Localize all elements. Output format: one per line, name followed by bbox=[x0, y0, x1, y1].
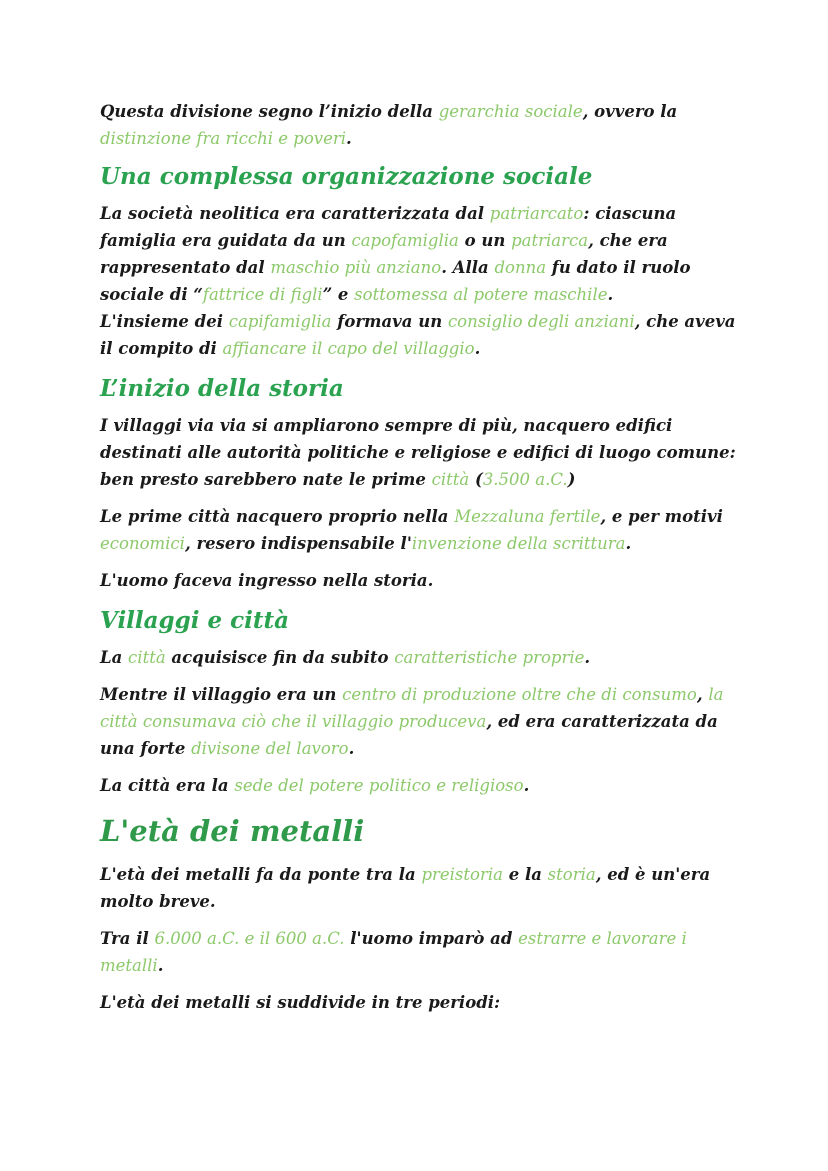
text-segment: , ed è un'era molto breve. bbox=[100, 865, 711, 911]
text-segment: . bbox=[607, 285, 614, 304]
text-segment: acquisisce fin da subito bbox=[165, 648, 395, 667]
paragraph bbox=[100, 98, 740, 152]
highlighted-term: Mezzaluna fertile bbox=[454, 507, 601, 526]
section-heading: Villaggi e città bbox=[100, 607, 289, 634]
highlighted-term: centro di produzione oltre che di consumo bbox=[342, 685, 697, 704]
text-segment: La bbox=[100, 648, 129, 667]
text-segment: Questa divisione segno l’inizio della bbox=[100, 102, 439, 121]
paragraph bbox=[100, 412, 740, 493]
chapter-heading: L'età dei metalli bbox=[100, 814, 365, 848]
highlighted-term: donna bbox=[494, 258, 547, 277]
text-segment: L'uomo faceva ingresso nella storia. bbox=[100, 571, 434, 590]
text-segment: o un bbox=[458, 231, 512, 250]
text-segment: fu dato il ruolo sociale di “ bbox=[100, 258, 691, 304]
highlighted-term: la città consumava ciò che il villaggio produceva bbox=[100, 685, 724, 731]
highlighted-term: città bbox=[431, 470, 470, 489]
highlighted-term: capofamiglia bbox=[351, 231, 459, 250]
highlighted-term: consiglio degli anziani bbox=[447, 312, 635, 331]
highlighted-term: sede del potere politico e religioso bbox=[234, 776, 524, 795]
text-segment: formava un bbox=[331, 312, 448, 331]
paragraph bbox=[100, 861, 740, 915]
text-segment: , che aveva il compito di bbox=[100, 312, 736, 358]
highlighted-term: città bbox=[128, 648, 166, 667]
highlighted-term: gerarchia sociale bbox=[438, 102, 583, 121]
document-page bbox=[100, 98, 740, 1026]
highlighted-term: preistoria bbox=[421, 865, 503, 884]
text-segment: Tra il bbox=[100, 929, 155, 948]
highlighted-term: storia bbox=[547, 865, 596, 884]
highlighted-term: maschio più anziano bbox=[270, 258, 442, 277]
text-segment: La città era la bbox=[100, 776, 235, 795]
highlighted-term: divisone del lavoro bbox=[191, 739, 349, 758]
text-segment: L'età dei metalli si suddivide in tre periodi: bbox=[100, 993, 501, 1012]
text-segment: Mentre il villaggio era un bbox=[100, 685, 343, 704]
section-heading: L’inizio della storia bbox=[100, 375, 344, 402]
paragraph bbox=[100, 772, 740, 799]
paragraph bbox=[100, 503, 740, 557]
text-segment: . bbox=[157, 956, 164, 975]
text-segment: . bbox=[348, 739, 355, 758]
text-segment: . bbox=[523, 776, 530, 795]
text-segment: ” e bbox=[322, 285, 355, 304]
text-segment: . bbox=[584, 648, 591, 667]
text-segment: e la bbox=[502, 865, 548, 884]
paragraph bbox=[100, 681, 740, 762]
text-segment: . bbox=[346, 129, 352, 148]
text-segment: , che era rappresentato dal bbox=[100, 231, 668, 277]
text-segment: ) bbox=[567, 470, 576, 489]
text-segment: , resero indispensabile l' bbox=[184, 534, 412, 553]
text-segment: , ovvero la bbox=[582, 102, 678, 121]
highlighted-term: 6.000 a.C. e il 600 a.C. bbox=[154, 929, 345, 948]
paragraph bbox=[100, 644, 740, 671]
paragraph bbox=[100, 567, 740, 594]
highlighted-term: capifamiglia bbox=[228, 312, 332, 331]
text-segment: l'uomo imparò ad bbox=[344, 929, 519, 948]
text-segment: ( bbox=[469, 470, 483, 489]
highlighted-term: distinzione fra ricchi e poveri bbox=[100, 129, 347, 148]
highlighted-term: 3.500 a.C. bbox=[482, 470, 568, 489]
highlighted-term: affiancare il capo del villaggio bbox=[222, 339, 475, 358]
paragraph bbox=[100, 200, 740, 362]
highlighted-term: invenzione della scrittura bbox=[411, 534, 626, 553]
section-heading: Una complessa organizzazione sociale bbox=[100, 163, 593, 190]
text-segment: . bbox=[474, 339, 481, 358]
paragraph bbox=[100, 925, 740, 979]
text-segment: : ciascuna famiglia era guidata da un bbox=[100, 204, 677, 250]
text-segment: I villaggi via via si ampliarono sempre di più, nacquero edifici destinati alle autorità politiche e religiose e edifici di luogo comune: ben presto sarebbero nate le prime bbox=[100, 416, 736, 489]
text-segment: . Alla bbox=[441, 258, 495, 277]
paragraph bbox=[100, 989, 740, 1016]
text-segment: , e per motivi bbox=[600, 507, 723, 526]
text-segment: , ed era caratterizzata da una forte bbox=[100, 712, 718, 758]
highlighted-term: caratteristiche proprie bbox=[394, 648, 585, 667]
highlighted-term: economici bbox=[100, 534, 185, 553]
highlighted-term: sottomessa al potere maschile bbox=[354, 285, 608, 304]
highlighted-term: estrarre e lavorare i metalli bbox=[100, 929, 687, 975]
highlighted-term: patriarca bbox=[511, 231, 589, 250]
text-segment: , bbox=[696, 685, 709, 704]
text-segment: Le prime città nacquero proprio nella bbox=[100, 507, 455, 526]
text-segment: L'insieme dei bbox=[100, 312, 229, 331]
text-segment: L'età dei metalli fa da ponte tra la bbox=[100, 865, 422, 884]
text-segment: . bbox=[625, 534, 632, 553]
highlighted-term: fattrice di figli bbox=[202, 285, 323, 304]
text-segment: La società neolitica era caratterizzata dal bbox=[100, 204, 490, 223]
highlighted-term: patriarcato bbox=[489, 204, 584, 223]
